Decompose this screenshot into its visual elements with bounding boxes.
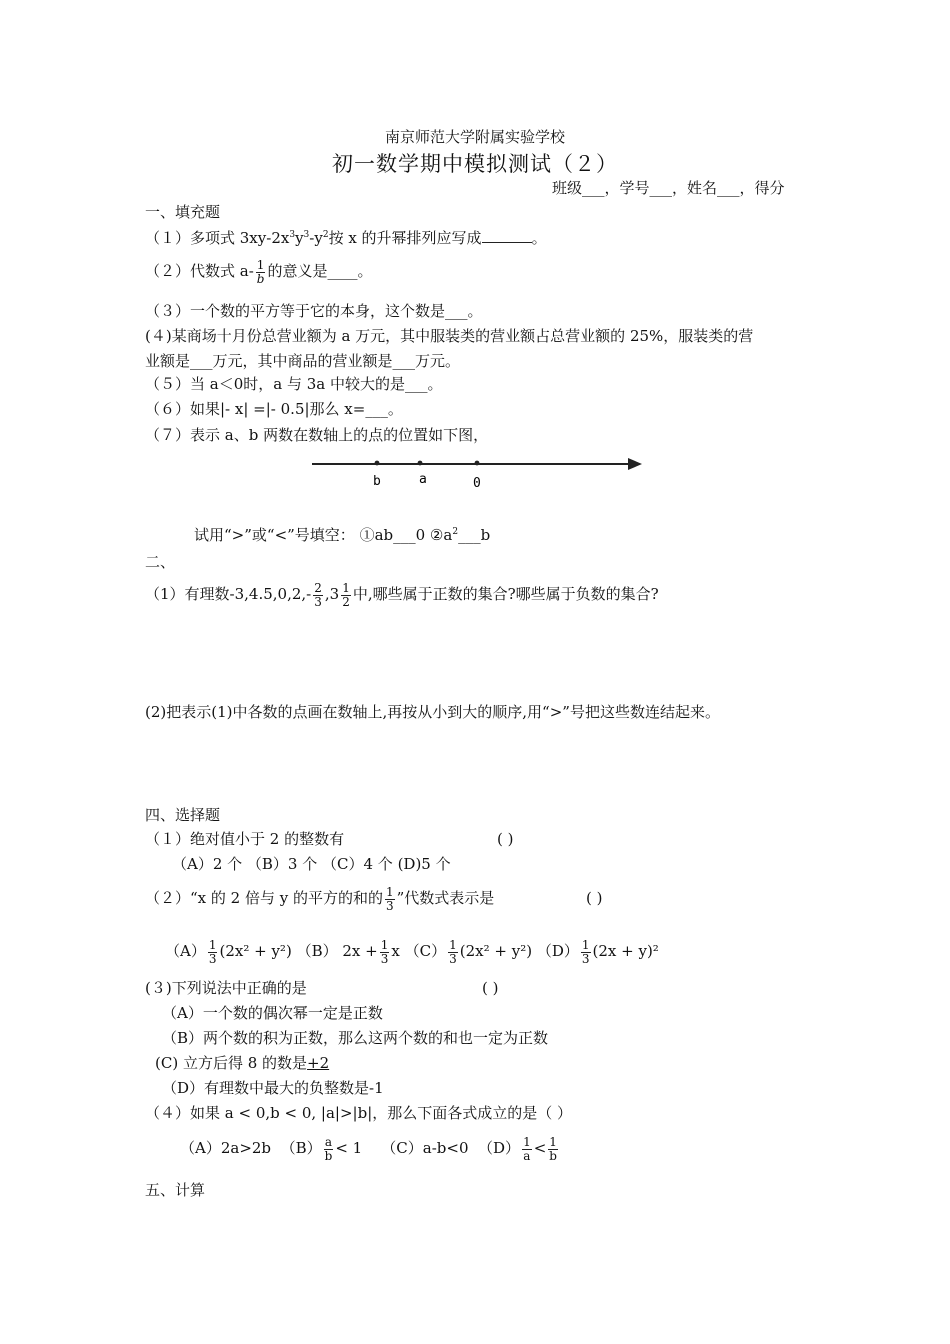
question-1-6: （６）如果|- x| =|- 0.5|那么 x=___。 [145, 400, 403, 418]
question-1-4-line1: (４)某商场十月份总营业额为 a 万元，其中服装类的营业额占总营业额的 25%，服装类的营 [145, 327, 754, 345]
choice-3: (３)下列说法中正确的是 [145, 979, 307, 997]
question-1-7-fill: 试用“>”或“<”号填空： ①ab___0 $②a^2\_\_\_b$ [194, 526, 491, 544]
choice-4-options: （A）2a>2b （B） $\frac{a}{b}$ < 1 （C）a-b<0 （D） $\frac{1}{a}$ < $\frac{1}{b}$ [180, 1134, 557, 1163]
choice-2-options: （A） $\frac{1}{3}$ (2x² + y²) （B） 2x + $\frac{1}{3}$ x （C） $\frac{1}{3}$ (2x² + y²) （D） $\frac{1}{3}$ (2x + y)² [165, 937, 659, 966]
choice-3-b: （B）两个数的积为正数，那么这两个数的和也一定为正数 [162, 1029, 549, 1047]
choice-1-options: （A）2 个 （B）3 个 （C）4 个 (D)5 个 [172, 855, 451, 873]
choice-4: （４）如果 a < 0,b < 0, |a|>|b|，那么下面各式成立的是（ ） [145, 1104, 573, 1122]
student-info: 班级___，学号___，姓名___，得分 [552, 179, 785, 197]
choice-3-c: (C) 立方后得 8 的数是+2 [155, 1054, 330, 1072]
question-1-3: （３）一个数的平方等于它的本身，这个数是___。 [145, 302, 483, 320]
question-1-5: （５）当 a＜0时，a 与 3a 中较大的是___。 [145, 375, 443, 393]
number-line [300, 450, 660, 496]
question-1-1: （１）多项式 $3xy-2x^3y^3-y^2$按 x 的升幂排列应写成 。 [145, 229, 547, 247]
question-2-1: （1）有理数-3,4.5,0,2,- $\frac{2}{3}$ ,3 $\frac{1}{2}$ 中,哪些属于正数的集合?哪些属于负数的集合? [145, 580, 659, 609]
point-zero [475, 461, 480, 466]
question-1-7: （７）表示 a、b 两数在数轴上的点的位置如下图， [145, 426, 489, 444]
label-a: a [419, 472, 427, 487]
exam-title: 初一数学期中模拟测试（２） [332, 152, 618, 176]
choice-3-d: （D）有理数中最大的负整数是-1 [162, 1079, 384, 1097]
section4-heading: 四、选择题 [145, 806, 221, 824]
school-name: 南京师范大学附属实验学校 [384, 128, 565, 146]
section1-heading: 一、填充题 [145, 203, 221, 221]
answer-blank [482, 228, 532, 243]
number-line-arrow [628, 458, 642, 470]
label-b: b [373, 474, 381, 489]
question-1-2: （２）代数式 a- $\frac{1}{b}$ 的意义是____。 [145, 257, 373, 286]
choice-2-bracket: ( ) [586, 889, 603, 907]
choice-1-bracket: ( ) [497, 830, 514, 848]
section5-heading: 五、计算 [145, 1181, 206, 1199]
section2-heading: 二、 [145, 553, 176, 571]
point-a [418, 461, 423, 466]
point-b [375, 461, 380, 466]
label-zero: 0 [473, 476, 481, 491]
question-2-2: (2)把表示(1)中各数的点画在数轴上,再按从小到大的顺序,用“>”号把这些数连结起来。 [145, 703, 720, 721]
fraction: $\frac{1}{b}$ [256, 257, 265, 286]
choice-3-bracket: ( ) [482, 979, 499, 997]
choice-1: （１）绝对值小于 2 的整数有 [145, 830, 345, 848]
choice-2: （２）“x 的 2 倍与 y 的平方的和的 $\frac{1}{3}$ ”代数式表示是 [145, 884, 495, 913]
question-1-4-line2: 业额是___万元，其中商品的营业额是___万元。 [145, 352, 461, 370]
choice-3-a: （A）一个数的偶次幂一定是正数 [162, 1004, 383, 1022]
